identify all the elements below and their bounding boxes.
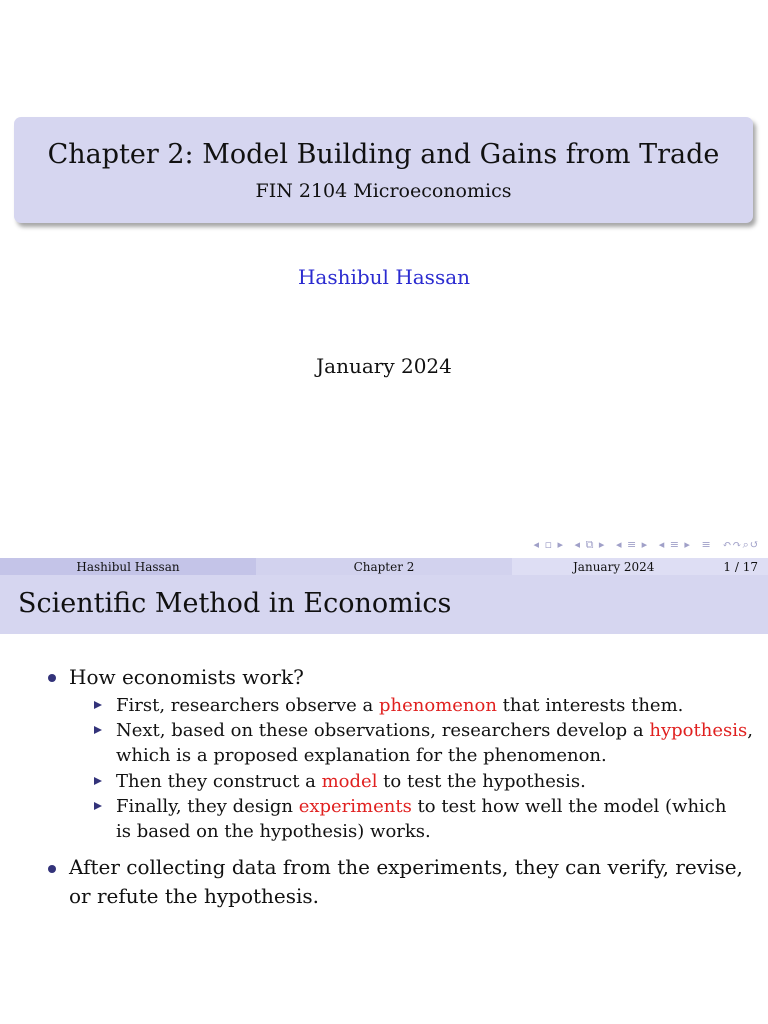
highlight-model: model <box>321 771 378 792</box>
footer-title: Chapter 2 <box>256 558 512 575</box>
nav-frame-icon[interactable]: ◂ ⧉ ▸ <box>574 538 606 551</box>
highlight-hypothesis: hypothesis <box>649 720 748 741</box>
author-name: Hashibul Hassan <box>297 265 471 289</box>
title-box <box>14 117 753 223</box>
nav-search-icon[interactable]: ↶↷⌕↺ <box>722 538 760 551</box>
sub-item-experiments <box>116 794 726 844</box>
sub-item-text: Then they construct a <box>116 771 322 792</box>
nav-subsection-icon[interactable]: ◂ ≡ ▸ <box>615 538 649 551</box>
highlight-experiments: experiments <box>298 796 412 817</box>
nav-section-icon[interactable]: ◂ ≡ ▸ <box>658 538 691 551</box>
nav-first-icon[interactable]: ◂ ▫ ▸ <box>533 538 565 551</box>
sub-item-text: Finally, they design <box>116 796 299 817</box>
footer-date: January 2024 <box>573 559 655 574</box>
bullet-icon <box>48 674 56 682</box>
triangle-bullet-icon <box>94 701 102 709</box>
footer-date-page <box>512 558 768 575</box>
sub-item-text: to test the hypothesis. <box>377 771 586 792</box>
footer-page-number: 1 / 17 <box>723 559 758 574</box>
sub-item-text: which is a proposed explanation for the phenomenon. <box>116 745 607 766</box>
nav-align-icon[interactable]: ≡ <box>701 538 712 551</box>
frame-title: Scientific Method in Economics <box>18 588 452 619</box>
triangle-bullet-icon <box>94 777 102 785</box>
frame-header <box>0 575 768 634</box>
highlight-phenomenon: phenomenon <box>379 695 497 716</box>
sub-item-hypothesis <box>116 718 753 768</box>
sub-item-text: , <box>747 720 753 741</box>
presentation-title: Chapter 2: Model Building and Gains from Trade <box>47 139 720 170</box>
sub-item-text: First, researchers observe a <box>116 695 379 716</box>
triangle-bullet-icon <box>94 802 102 810</box>
sub-item-model <box>116 769 586 794</box>
sub-item-observe <box>116 693 683 718</box>
footer-author: Hashibul Hassan <box>0 558 256 575</box>
presentation-date: January 2024 <box>316 354 452 378</box>
navigation-bar <box>528 538 760 552</box>
sub-item-text: that interests them. <box>496 695 684 716</box>
slide-footer <box>0 558 768 575</box>
sub-item-text: to test how well the model (which <box>411 796 727 817</box>
sub-item-text: is based on the hypothesis) works. <box>116 821 431 842</box>
sub-item-text: Next, based on these observations, researchers develop a <box>116 720 650 741</box>
bullet-item-2 <box>69 853 743 911</box>
bullet-item-text: After collecting data from the experiments, they can verify, revise, <box>69 855 743 879</box>
presentation-subtitle: FIN 2104 Microeconomics <box>255 180 512 202</box>
bullet-icon <box>48 865 56 873</box>
triangle-bullet-icon <box>94 726 102 734</box>
bullet-item-1: How economists work? <box>69 665 304 689</box>
bullet-item-text: or refute the hypothesis. <box>69 884 320 908</box>
